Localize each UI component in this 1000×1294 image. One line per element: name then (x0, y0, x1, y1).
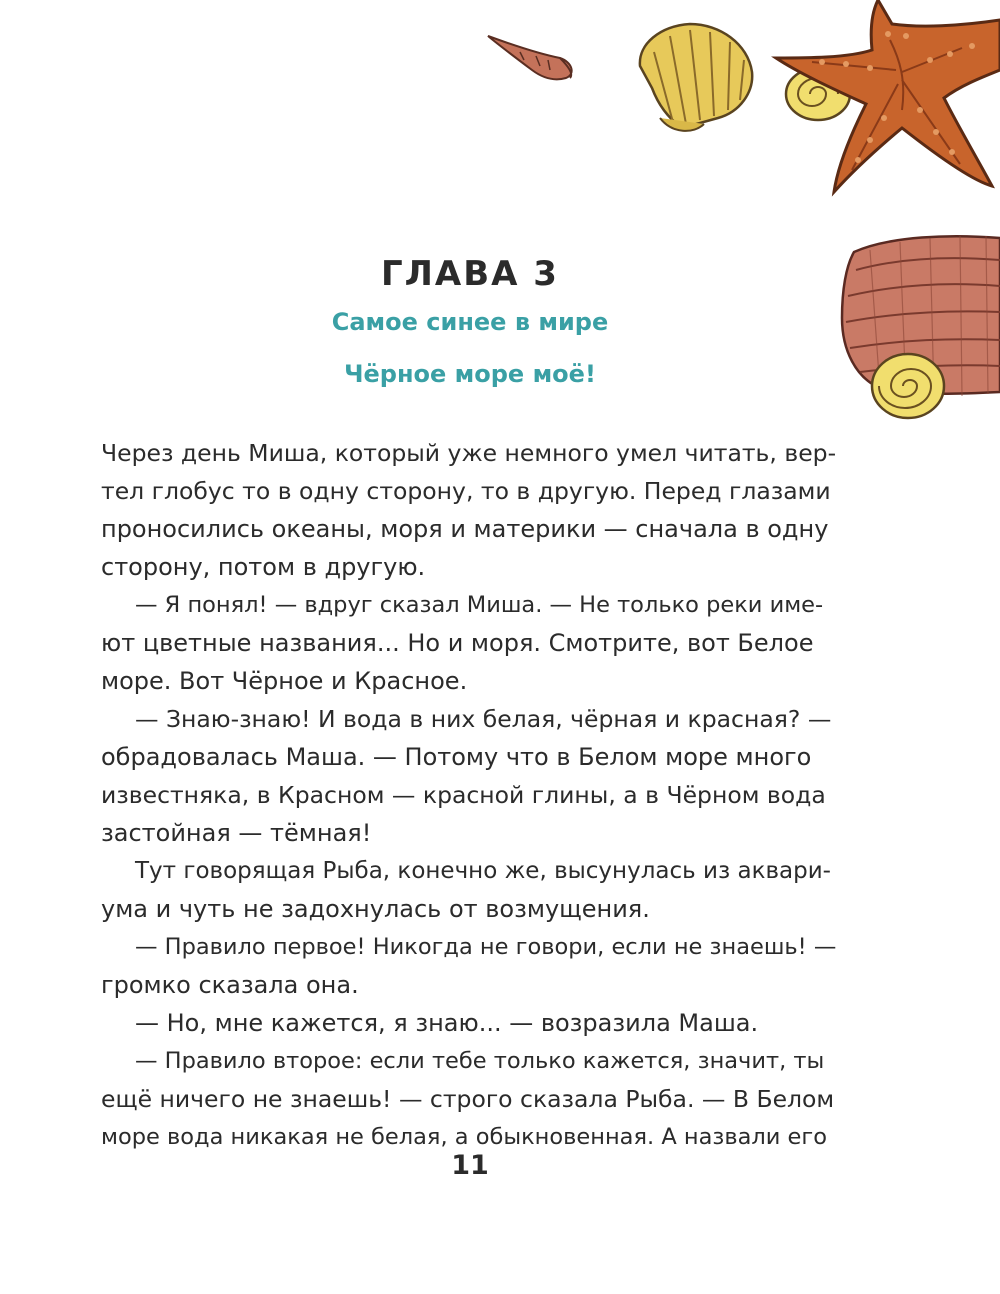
text-line: Через день Миша, который уже немного умел читать, вер- (101, 439, 837, 467)
text-line: застойная — тёмная! (101, 819, 372, 847)
starfish-icon (776, 0, 1000, 192)
text-line: — Знаю-знаю! И вода в них белая, чёрная и красная? — (135, 705, 832, 733)
text-line: ют цветные названия... Но и моря. Смотрите, вот Белое (101, 629, 814, 657)
text-line: море вода никакая не белая, а обыкновенная. А назвали его (101, 1124, 827, 1150)
scallop-shell-icon (640, 24, 752, 131)
text-line: ещё ничего не знаешь! — строго сказала Рыба. — В Белом (101, 1085, 835, 1113)
chapter-number: ГЛАВА 3 (381, 254, 559, 294)
text-line: — Правило первое! Никогда не говори, если не знаешь! — (135, 934, 837, 960)
cone-shell-icon (488, 36, 572, 79)
text-line: известняка, в Красном — красной глины, а в Чёрном вода (101, 781, 826, 809)
text-line: море. Вот Чёрное и Красное. (101, 667, 468, 695)
text-line: тел глобус то в одну сторону, то в другую. Перед глазами (101, 477, 831, 505)
text-line: Тут говорящая Рыба, конечно же, высунулась из аквари- (135, 858, 831, 884)
chapter-title-line: Самое синее в мире (331, 308, 609, 336)
page-number: 11 (451, 1150, 489, 1181)
text-line: обрадовалась Маша. — Потому что в Белом море много (101, 743, 812, 771)
text-line: громко сказала она. (101, 971, 359, 999)
story-text (101, 434, 836, 1156)
text-line: — Я понял! — вдруг сказал Миша. — Не только реки име- (135, 592, 824, 618)
spiral-shell-icon (786, 68, 850, 120)
text-line: — Но, мне кажется, я знаю... — возразила Маша. (135, 1009, 759, 1037)
chapter-title (0, 296, 940, 400)
text-line: — Правило второе: если тебе только кажется, значит, ты (135, 1048, 825, 1074)
chapter-title-line: Чёрное море моё! (344, 360, 596, 388)
text-line: проносились океаны, моря и материки — сначала в одну (101, 515, 829, 543)
text-line: ума и чуть не задохнулась от возмущения. (101, 895, 650, 923)
text-line: сторону, потом в другую. (101, 553, 426, 581)
